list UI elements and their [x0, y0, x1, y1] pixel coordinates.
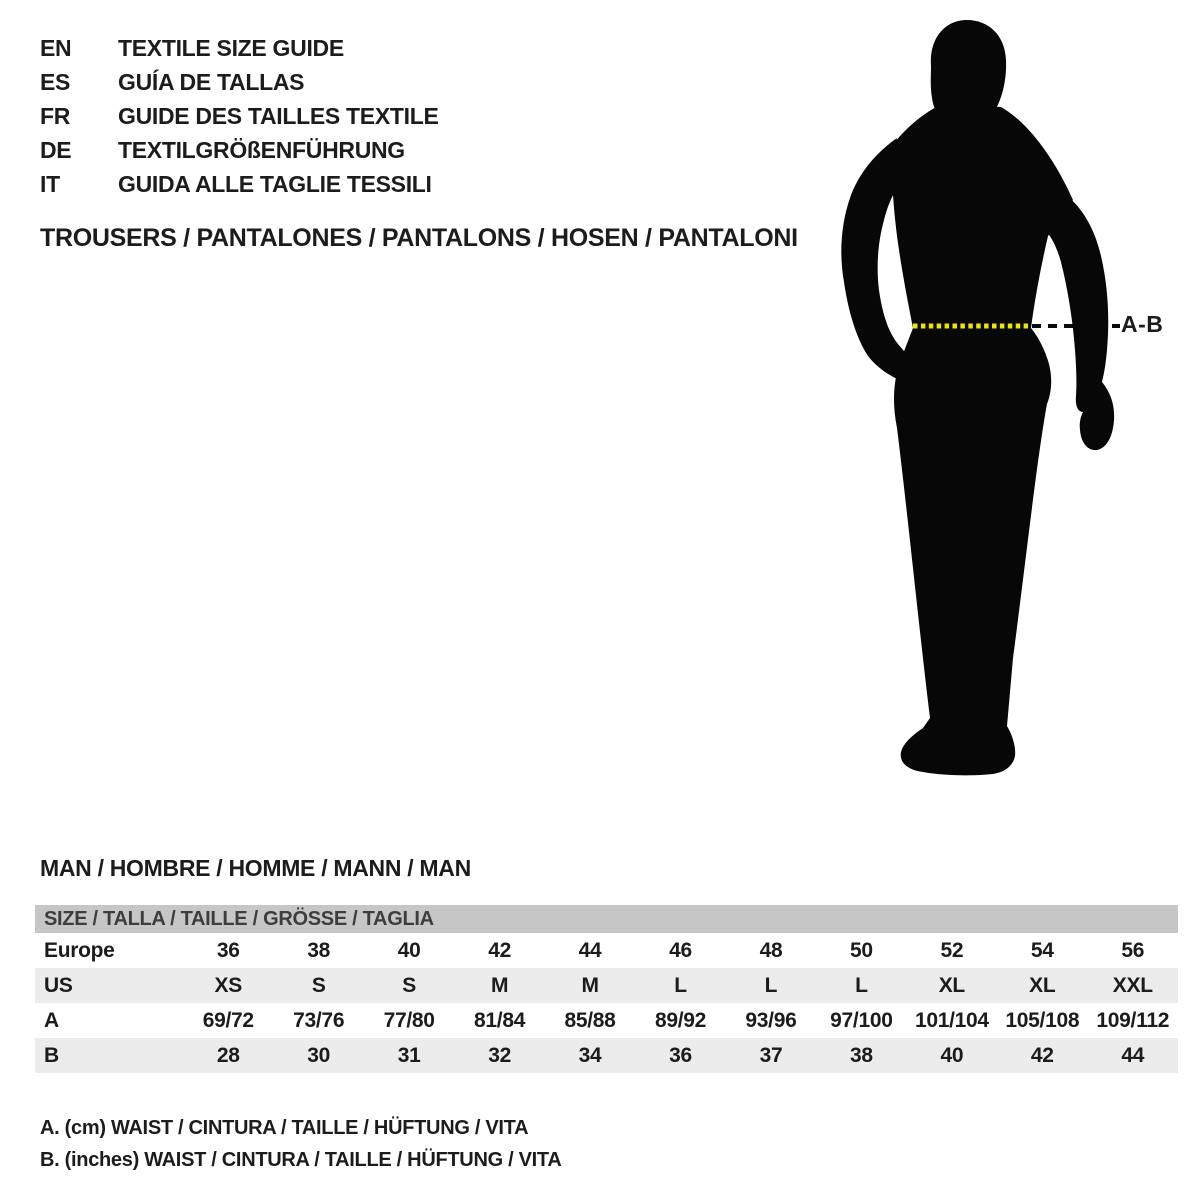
- cell: 48: [759, 939, 783, 962]
- cell: 105/108: [1005, 1009, 1080, 1032]
- cell: 31: [397, 1044, 421, 1067]
- table-row-a-cm: [35, 1003, 1178, 1038]
- cell: M: [490, 974, 509, 997]
- guide-title: GUIDA ALLE TAGLIE TESSILI: [118, 171, 432, 197]
- cell: 85/88: [564, 1009, 616, 1032]
- cell: XL: [1029, 974, 1056, 997]
- language-row-it: [40, 167, 439, 201]
- language-code: EN: [40, 35, 72, 61]
- cell: 89/92: [654, 1009, 707, 1032]
- cell: 81/84: [474, 1009, 526, 1032]
- cell: 101/104: [914, 1009, 989, 1032]
- cell: 50: [850, 939, 873, 962]
- cell: L: [764, 974, 778, 997]
- footnotes: [40, 1112, 562, 1176]
- cell: 40: [397, 939, 421, 962]
- cell: 56: [1121, 939, 1145, 962]
- cell: 42: [1030, 1044, 1054, 1067]
- cell: L: [674, 974, 687, 997]
- silhouette-body: [892, 104, 1073, 775]
- footnote-a: A. (cm) WAIST / CINTURA / TAILLE / HÜFTUNG / VITA: [40, 1117, 529, 1139]
- man-silhouette: [835, 8, 1135, 778]
- size-table: [35, 905, 1178, 1073]
- guide-title: GUIDE DES TAILLES TEXTILE: [118, 103, 439, 129]
- cell: XS: [214, 974, 242, 997]
- measure-label: A-B: [1121, 311, 1164, 337]
- cell: 54: [1030, 939, 1054, 962]
- cell: 109/112: [1096, 1009, 1170, 1032]
- cell: 44: [1121, 1044, 1145, 1067]
- language-row-en: [40, 31, 439, 65]
- cell: 38: [850, 1044, 873, 1067]
- row-label: A: [44, 1009, 59, 1032]
- footnote-b: B. (inches) WAIST / CINTURA / TAILLE / HÜFTUNG / VITA: [40, 1149, 562, 1171]
- language-row-de: [40, 133, 439, 167]
- cell: 30: [307, 1044, 331, 1067]
- language-title-list: [40, 31, 439, 201]
- cell: 97/100: [830, 1009, 893, 1032]
- row-label: Europe: [44, 939, 115, 962]
- cell: 42: [488, 939, 511, 962]
- guide-title: GUÍA DE TALLAS: [118, 69, 305, 95]
- cell: 52: [940, 939, 964, 962]
- cell: 46: [669, 939, 692, 962]
- cell: 37: [759, 1044, 783, 1067]
- guide-title: TEXTILGRÖßENFÜHRUNG: [118, 137, 405, 163]
- cell: 32: [488, 1044, 511, 1067]
- table-row-b-inches: [35, 1038, 1178, 1073]
- cell: XXL: [1112, 974, 1153, 997]
- table-row-us: [35, 968, 1178, 1003]
- language-row-fr: [40, 99, 439, 133]
- cell: 36: [669, 1044, 692, 1067]
- language-code: FR: [40, 103, 71, 129]
- cell: 44: [578, 939, 602, 962]
- cell: 34: [578, 1044, 602, 1067]
- guide-title: TEXTILE SIZE GUIDE: [118, 35, 344, 61]
- section-title-man: MAN / HOMBRE / HOMME / MANN / MAN: [40, 855, 471, 881]
- cell: 36: [216, 939, 240, 962]
- row-label: B: [44, 1044, 59, 1067]
- cell: 69/72: [202, 1009, 254, 1032]
- cell: 38: [307, 939, 331, 962]
- cell: 28: [216, 1044, 240, 1067]
- cell: XL: [938, 974, 965, 997]
- cell: 73/76: [293, 1009, 345, 1032]
- table-row-europe: [35, 933, 1178, 968]
- language-code: IT: [40, 171, 60, 197]
- category-title: TROUSERS / PANTALONES / PANTALONS / HOSEN / PANTALONI: [40, 224, 798, 252]
- cell: M: [581, 974, 599, 997]
- language-code: ES: [40, 69, 71, 95]
- cell: 93/96: [745, 1009, 797, 1032]
- cell: L: [855, 974, 868, 997]
- language-code: DE: [40, 137, 72, 163]
- size-table-header: SIZE / TALLA / TAILLE / GRÖSSE / TAGLIA: [35, 905, 1178, 933]
- cell: 40: [940, 1044, 964, 1067]
- row-label: US: [44, 974, 73, 997]
- cell: S: [311, 974, 326, 997]
- language-row-es: [40, 65, 439, 99]
- cell: 77/80: [383, 1009, 435, 1032]
- cell: S: [402, 974, 416, 997]
- silhouette-right-arm: [1048, 194, 1114, 450]
